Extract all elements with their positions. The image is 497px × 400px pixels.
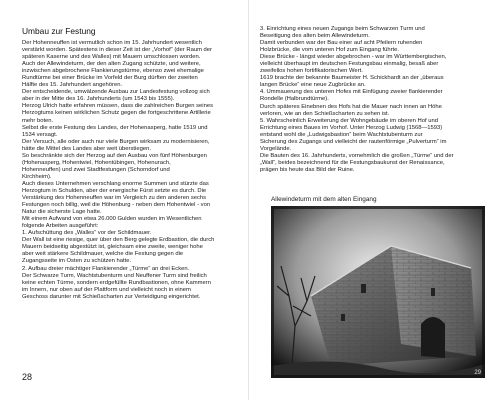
tower-photo	[271, 206, 485, 378]
page-number-right: 29	[474, 370, 481, 376]
right-page	[250, 0, 497, 400]
page-number-left: 28	[22, 372, 33, 382]
section-heading: Umbau zur Festung	[22, 26, 96, 36]
right-body-text: 3. Einrichtung eines neuen Zugangs beim Schwarzen Turm und Beseitigung des alten beim Allewindeturm. Damit verbunden war der Bau einer auf acht Pfeilern ruhenden Holzbrücke, die vom unteren Hof zum Eingang führte. Diese Brücke - längst wieder abgebrochen - war im Württembergischen, vielleicht überhaupt im deutschen Festungsbau einmalig, besaß aber zweifellos hohen fortifikatorischen Wert. 1619 brachte der bekannte Baumeister H. Schickhardt an der „überaus langen Brücke“ eine neue Zugbrücke an. 4. Ummauerung des unteren Hofes mit Einfügung zweier flankierender Rondelle (Halbrundtürme). Durch späteres Einebnen des Hofs hat die Mauer nach innen an Höhe verloren, wie an den Schießscharten zu sehen ist. 5. Wahrscheinlich Erweiterung der Wohngebäude im oberen Hof und Errichtung eines Baues im Vorhof. Unter Herzog Ludwig (1568—1593) entstand wohl die „Ludwigsbastion“ beim Wachtstubenturm zur Sicherung des Zugangs und vielleicht der rautenförmige „Pulverturm“ im Vorgelände. Die Bauten des 16. Jahrhunderts, vornehmlich die großen „Türme“ und der „Wall“, beides bezeichnend für die Festungsbaukunst der Renaissance, prägen bis heute das Bild der Ruine.	[260, 26, 454, 173]
photo-caption: Allewindeturm mit dem alten Eingang	[271, 196, 377, 203]
tower-photo-image	[271, 206, 485, 378]
left-body-text: Der Hohenneuffen ist vermutlich schon im 15. Jahrhundert wesentlich verstärkt worden. Spätestens in dieser Zeit ist der „Vorhof“ (der Raum der späteren Kaserne und des Walles) mit Mauern umschlossen worden. Auch der Allewindeturm, der den alten Zugang schützte, und weitere, inzwischen abgebrochene Flankierungstürme, ebenso zwei ehemalige Rundtürme bei einer Brücke im Vorfeld der Burg dürften der zweiten Hälfte des 15. Jahrhundert angehören. Der entscheidende, umwälzende Ausbau zur Landesfestung vollzog sich aber in der Mitte des 16. Jahrhunderts (um 1543 bis 1555). Herzog Ulrich hatte erfahren müssen, dass die zahlreichen Burgen seines Herzogtums keinen wirklichen Schutz gegen die fortgeschrittene Artillerie mehr boten. Selbst die erste Festung des Landes, der Hohenasperg, hatte 1519 und 1534 versagt. Der Versuch, alle oder auch nur viele Burgen wirksam zu modernisieren, hätte die Mittel des Landes aber weit überstiegen. So beschränkte sich der Herzog auf den Ausbau von fünf Höhenburgen (Hohenasperg, Hohentwiel, Hohentübingen, Hohenurach, Hohenneuffen) und zwei Stadtfestungen (Schorndorf und Kirchheim). Auch dieses Unternehmen verschlang enorme Summen und stürzte das Herzogtum in Schulden, aber der energische Fürst setzte es durch. Die Verstärkung des Hohenneuffen war im Vergleich zu den anderen sechs Festungen noch billig, weil die Höhenburg - neben dem Hohentwiel - von Natur die sicherste Lage hatte. Mit einem Aufwand von etwa 26.000 Gulden wurden im Wesentlichen folgende Arbeiten ausgeführt: 1. Aufschüttung des „Walles“ vor der Schildmauer. Der Wall ist eine riesige, quer über den Berg gelegte Erdbastion, die durch Mauern beidseitig abgestützt ist, gleichsam eine zweite, weniger hohe aber weit stärkere Schildmauer, welche die Festung gegen die Zugangsseite im Osten zu schützen hatte. 2. Aufbau dreier mächtiger Flankierender „Türme“ an drei Ecken. Der Schwarze Turm, Wachtstubenturm und Neuffener Turm sind freilich keine echten Türme, sondern erdgefüllte Rundbastionen, ohne Kammern im Innern, nur oben auf der Plattform und vielleicht noch in einem Geschoss darunter mit Schießscharten zur Verteidigung eingerichtet.	[22, 40, 215, 300]
page-gutter	[248, 0, 249, 400]
left-page	[0, 0, 248, 400]
